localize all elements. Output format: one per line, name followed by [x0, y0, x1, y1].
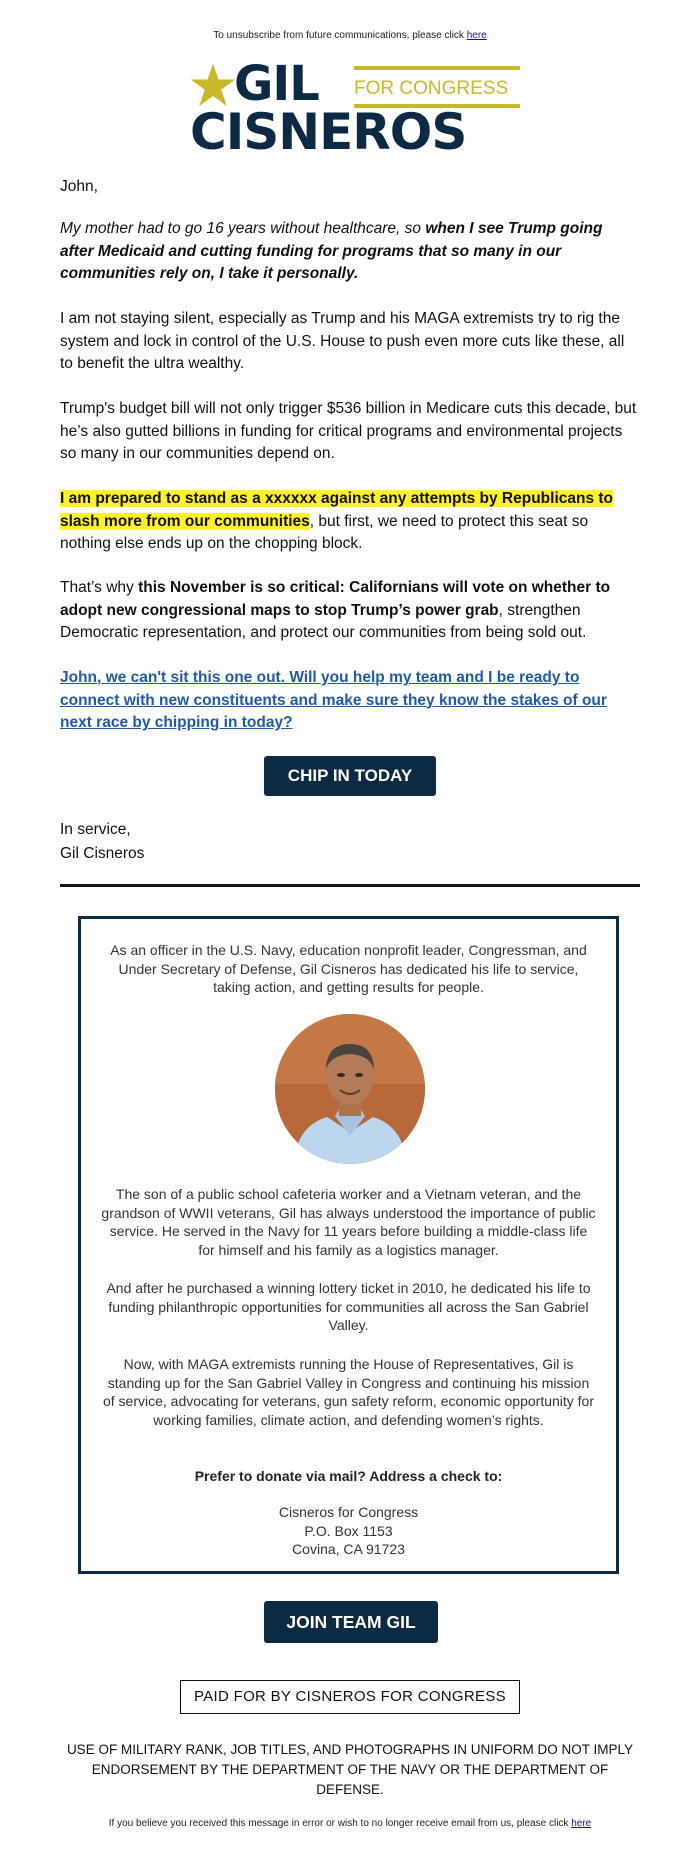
- paragraph-budget: [60, 398, 640, 466]
- signoff: [60, 818, 144, 866]
- bio-mission: Now, with MAGA extremists running the House of Representatives, Gil is standing up for the San Gabriel Valley in Congress and continuing his mission of service, advocating for veterans, gun safety reform, economic opportunity for working families, climate action, and defending women’s rights.: [102, 1356, 595, 1428]
- military-disclaimer: USE OF MILITARY RANK, JOB TITLES, AND PHOTOGRAPHS IN UNIFORM DO NOT IMPLY ENDORSEMENT BY THE DEPARTMENT OF THE NAVY OR THE DEPARTMENT OF DEFENSE.: [66, 1742, 634, 1797]
- error-text: If you believe you received this message in error or wish to no longer receive email from us, please click: [108, 1818, 569, 1829]
- logo-stripe: [354, 66, 520, 70]
- candidate-portrait: [275, 1014, 425, 1164]
- star-icon: [190, 62, 236, 108]
- logo-tagline: FOR CONGRESS: [354, 78, 509, 99]
- unsubscribe-link[interactable]: here: [466, 30, 487, 41]
- november-emphasis: this November is so critical: Californians will vote on whether to adopt new congressional maps to stop Trump’s power grab: [60, 579, 611, 619]
- highlighted-statement: I am prepared to stand as a xxxxxx against any attempts by Republicans to slash more from our communities: [60, 490, 614, 530]
- salutation: John,: [60, 178, 98, 195]
- budget-text: Trump's budget bill will not only trigger $536 billion in Medicare cuts this decade, but he’s also gutted billions in funding for critical programs and environmental projects so many in our communities depend on.: [60, 400, 637, 462]
- address-name: Cisneros for Congress: [278, 1504, 419, 1520]
- bio-background: The son of a public school cafeteria worker and a Vietnam veteran, and the grandson of WWII veterans, Gil has always understood the importance of public service. He served in the Navy for 11 years before building a middle-class life for himself and his family as a logistics manager.: [101, 1186, 596, 1258]
- paragraph-november: [60, 577, 640, 645]
- candidate-photo: [275, 1014, 425, 1164]
- bio-intro: As an officer in the U.S. Navy, education nonprofit leader, Congressman, and Under Secretary of Defense, Gil Cisneros has dedicated his life to service, taking action, and getting results for people.: [110, 942, 587, 995]
- chip-in-link[interactable]: John, we can't sit this one out. Will you help my team and I be ready to connect with new constituents and make sure they know the stakes of our next race by chipping in today?: [60, 669, 607, 731]
- prepared-rest: , but first, we need to protect this seat so nothing else ends up on the chopping block.: [60, 512, 589, 552]
- not-silent-text: I am not staying silent, especially as Trump and his MAGA extremists try to rig the system and lock in control of the U.S. House to push even more cuts like these, all to benefit the ultra wealthy.: [60, 310, 625, 372]
- bio-lottery: And after he purchased a winning lottery ticket in 2010, he dedicated his life to funding philanthropic opportunities for communities all across the San Gabriel Valley.: [106, 1280, 591, 1333]
- signoff-signature: Gil Cisneros: [60, 845, 145, 862]
- mail-donation-heading: Prefer to donate via mail? Address a check to:: [194, 1468, 503, 1484]
- address-city: Covina, CA 91723: [292, 1541, 405, 1557]
- unsubscribe-note: [0, 30, 700, 41]
- paragraph-not-silent: [60, 308, 640, 376]
- opt-out-link[interactable]: here: [571, 1818, 592, 1829]
- bio-box: [78, 916, 619, 1574]
- campaign-logo: [190, 56, 520, 161]
- november-rest: , strengthen Democratic representation, and protect our communities from being sold out.: [60, 601, 587, 641]
- paragraph-healthcare: [60, 218, 640, 286]
- section-divider: [60, 884, 640, 887]
- paid-for-box: PAID FOR BY CISNEROS FOR CONGRESS: [180, 1680, 520, 1714]
- paragraph-cta: [60, 667, 640, 735]
- healthcare-emphasis: when I see Trump going after Medicaid and cutting funding for programs that so many in our communities rely on, I take it personally.: [60, 220, 603, 282]
- paragraph-prepared: [60, 488, 640, 556]
- error-note: [0, 1818, 700, 1829]
- logo-last-name: CISNEROS: [190, 103, 467, 161]
- join-team-button[interactable]: JOIN TEAM GIL: [264, 1601, 438, 1643]
- chip-in-button[interactable]: CHIP IN TODAY: [264, 756, 436, 796]
- mailing-address: [101, 1503, 596, 1559]
- healthcare-intro: My mother had to go 16 years without healthcare, so: [60, 220, 426, 237]
- address-po-box: P.O. Box 1153: [304, 1522, 393, 1539]
- logo-first-name: GIL: [234, 56, 319, 112]
- unsubscribe-text: To unsubscribe from future communications, please click: [213, 30, 464, 41]
- november-start: That’s why: [60, 579, 139, 596]
- signoff-line: In service,: [60, 821, 131, 838]
